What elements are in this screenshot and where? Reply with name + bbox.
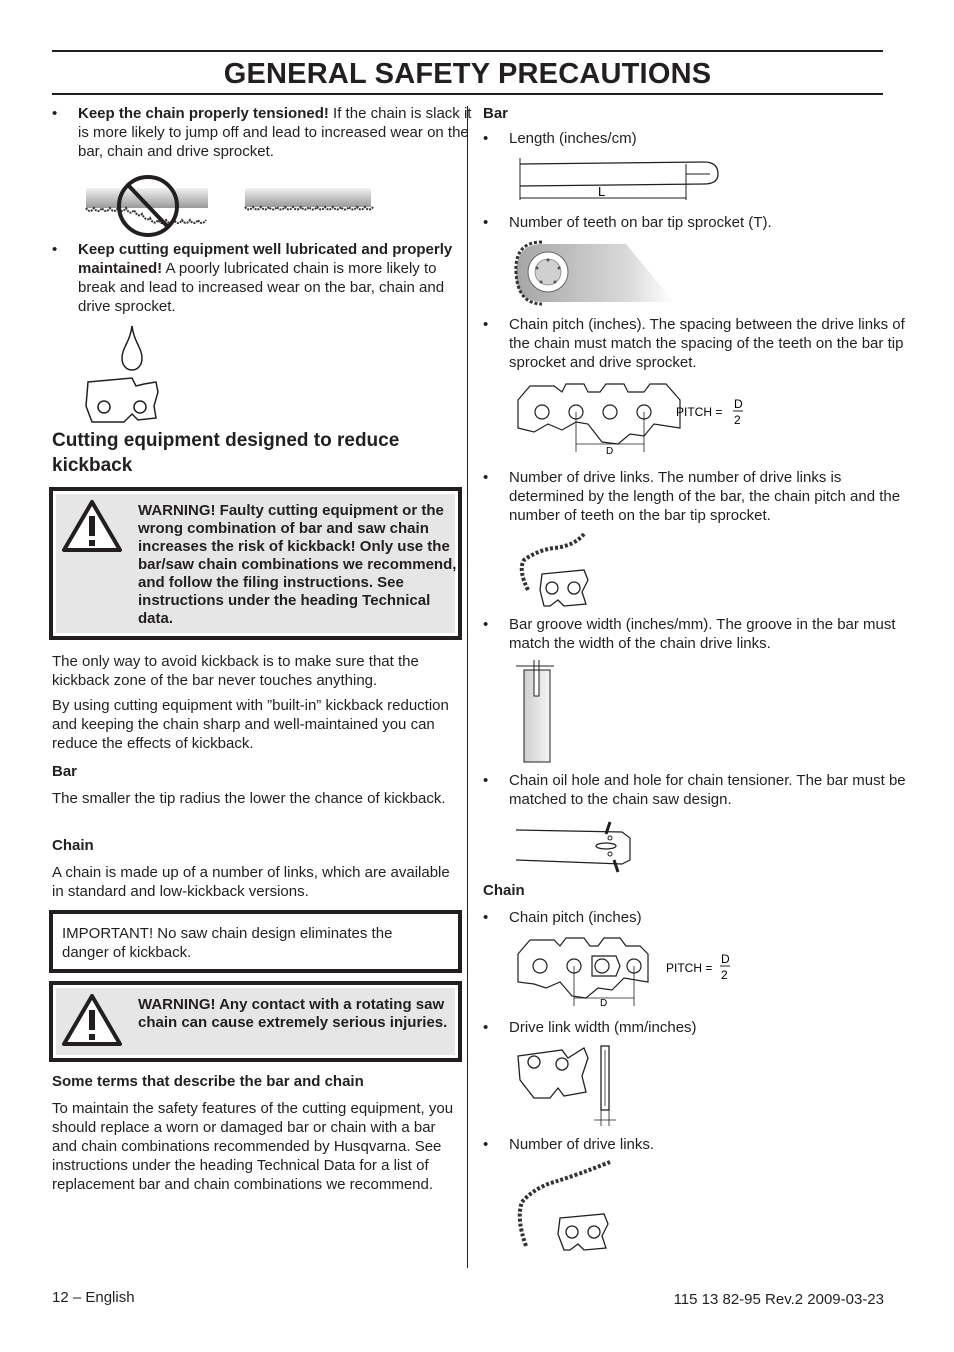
important-box: IMPORTANT! No saw chain design eliminates the danger of kickback. bbox=[49, 910, 462, 973]
subheading-terms: Some terms that describe the bar and chain bbox=[52, 1073, 364, 1090]
chain-pitch-diagram-bar bbox=[514, 376, 750, 460]
paragraph-builtin-reduction: By using cutting equipment with ”built-in” kickback reduction and keeping the chain sharp and well-maintained you can reduce the effects of kickback. bbox=[52, 697, 449, 752]
paragraph-chain: A chain is made up of a number of links, which are available in standard and low-kickback versions. bbox=[52, 864, 450, 900]
bullet-sprocket-teeth: • Number of teeth on bar tip sprocket (T). bbox=[483, 214, 772, 231]
page-title: GENERAL SAFETY PRECAUTIONS bbox=[223, 58, 712, 90]
svg-text:D: D bbox=[734, 397, 743, 411]
bullet-drive-link-width: • Drive link width (mm/inches) bbox=[483, 1019, 697, 1036]
warning-box-rotating-chain: WARNING! Any contact with a rotating saw chain can cause extremely serious injuries. bbox=[49, 981, 462, 1062]
svg-text:PITCH =: PITCH = bbox=[666, 961, 713, 975]
chain-tension-illustration bbox=[84, 166, 376, 238]
footer-document-reference: 115 13 82-95 Rev.2 2009-03-23 bbox=[673, 1291, 884, 1308]
warning-box-faulty-equipment: WARNING! Faulty cutting equipment or the wrong combination of bar and saw chain increases the risk of kickback! Only use the bar/saw chain combinations we recommend, and follow the filing instructions. See instructions under the heading Technical data. bbox=[49, 487, 462, 640]
bullet-lubrication: • Keep cutting equipment well lubricated and properly maintained! A poorly lubricated chain is more likely to break and lead to increased wear on the bar, chain and drive sprocket. bbox=[52, 241, 453, 315]
length-label: L bbox=[598, 184, 606, 199]
footer-page-number: 12 – English bbox=[52, 1289, 135, 1306]
svg-text:2: 2 bbox=[734, 413, 741, 427]
drive-links-diagram bbox=[514, 530, 614, 612]
drive-links-count-diagram bbox=[514, 1158, 618, 1254]
oil-drop-chain-link-illustration bbox=[84, 322, 164, 426]
bar-groove-diagram bbox=[514, 658, 558, 766]
bullet-chain-pitch: • Chain pitch (inches). The spacing between the drive links of the chain must match the spacing of the teeth on the bar tip sprocket and drive sprocket. bbox=[483, 316, 905, 371]
subheading-bar: Bar bbox=[52, 763, 78, 780]
bullet-number-drive-links: • Number of drive links. bbox=[483, 1136, 655, 1153]
bullet-chain-pitch-inches: • Chain pitch (inches) bbox=[483, 909, 642, 926]
oil-hole-diagram bbox=[514, 814, 638, 878]
svg-text:2: 2 bbox=[721, 968, 728, 982]
header-top-rule bbox=[52, 50, 883, 52]
svg-text:D: D bbox=[606, 446, 614, 457]
bullet-groove-width: • Bar groove width (inches/mm). The groove in the bar must match the width of the chain drive links. bbox=[483, 616, 896, 652]
bullet-oil-hole: • Chain oil hole and hole for chain tensioner. The bar must be matched to the chain saw design. bbox=[483, 772, 906, 808]
right-subheading-chain: Chain bbox=[483, 882, 525, 899]
bullet-bar-length: • Length (inches/cm) bbox=[483, 130, 637, 147]
chain-pitch-diagram-chain bbox=[514, 932, 740, 1010]
svg-text:D: D bbox=[721, 952, 730, 966]
right-subheading-bar: Bar bbox=[483, 105, 509, 122]
bar-tip-sprocket-diagram bbox=[514, 238, 678, 308]
paragraph-kickback-zone: The only way to avoid kickback is to make sure that the kickback zone of the bar never touches anything. bbox=[52, 653, 419, 689]
oil-drop-icon bbox=[122, 326, 142, 370]
subheading-chain: Chain bbox=[52, 837, 94, 854]
svg-text:D: D bbox=[600, 998, 608, 1009]
section-heading-kickback: Cutting equipment designed to reduce kickback bbox=[52, 430, 400, 476]
bar-length-diagram bbox=[514, 154, 724, 204]
svg-text:PITCH =: PITCH = bbox=[676, 405, 723, 419]
warning-triangle-icon bbox=[61, 993, 123, 1047]
header-bottom-rule bbox=[52, 93, 883, 95]
paragraph-terms: To maintain the safety features of the cutting equipment, you should replace a worn or damaged bar or chain with a bar and chain combinations recommended by Husqvarna. See instructions under the heading Technical Data for a list of replacement bar and chain combinations we recommend. bbox=[52, 1100, 454, 1193]
drive-link-width-diagram bbox=[514, 1042, 624, 1128]
bullet-drive-links: • Number of drive links. The number of drive links is determined by the length of the bar, the chain pitch and the number of teeth on the bar tip sprocket. bbox=[483, 469, 901, 524]
bullet-chain-tension: • Keep the chain properly tensioned! If the chain is slack it is more likely to jump off and lead to increased wear on the bar, chain and drive sprocket. bbox=[52, 105, 472, 160]
paragraph-bar: The smaller the tip radius the lower the chance of kickback. bbox=[52, 790, 446, 807]
warning-triangle-icon bbox=[61, 499, 123, 553]
